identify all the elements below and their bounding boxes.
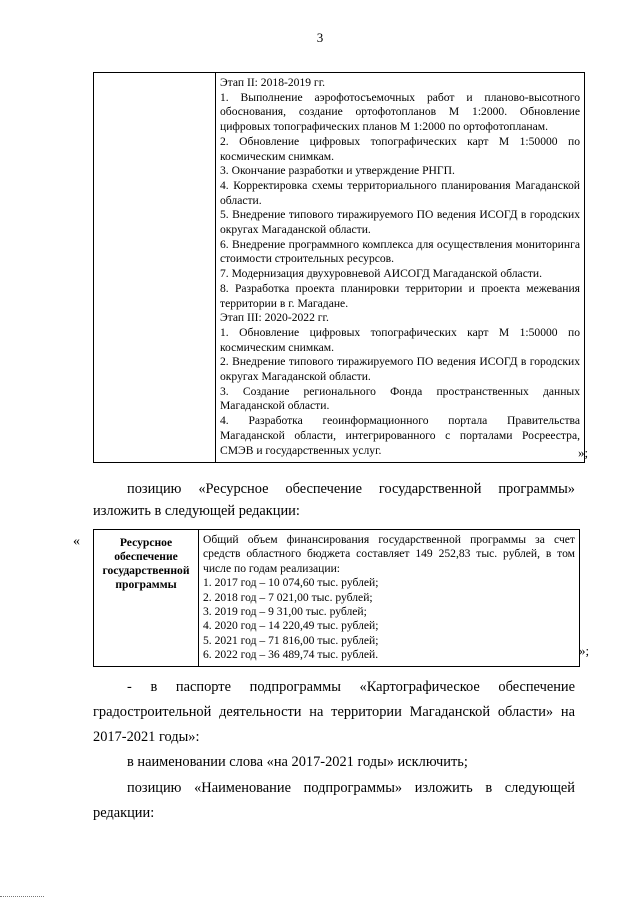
table2-opening-quote: « [73, 534, 80, 549]
stages-table-right-cell [216, 73, 585, 463]
stage2-item-1: 1. Выполнение аэрофотосъемочных работ и планово-высотного обоснования, создание ортофотопланов М 1:2000. Обновление цифровых топографических планов М 1:2000 по ортофотопланам. [220, 90, 580, 134]
funding-year-2017: 1. 2017 год – 10 074,60 тыс. рублей; [203, 576, 379, 590]
table2-closing-quote: »; [579, 643, 590, 658]
exclude-words-paragraph: в наименовании слова «на 2017-2021 годы» исключить; [127, 754, 468, 770]
stage2-item-3: 3. Окончание разработки и утверждение РНГП. [220, 164, 455, 178]
resource-label-cell: Ресурсное обеспечение государственной программы [94, 530, 199, 667]
stages-table [93, 72, 585, 463]
stage3-item-2: 2. Внедрение типового тиражируемого ПО ведения ИСОГД в городских округах Магаданской области. [220, 355, 580, 384]
stage2-item-6: 6. Внедрение программного комплекса для осуществления мониторинга стоимости строительных ресурсов. [220, 237, 580, 266]
resource-table [93, 529, 580, 667]
table1-closing-quote: »; [578, 445, 589, 460]
stage3-heading: Этап III: 2020-2022 гг. [220, 311, 329, 325]
funding-year-2021: 5. 2021 год – 71 816,00 тыс. рублей; [203, 633, 379, 647]
stage2-item-7: 7. Модернизация двухуровневой АИСОГД Магаданской области. [220, 267, 543, 281]
page-number: 3 [316, 30, 324, 45]
stage2-item-2: 2. Обновление цифровых топографических карт М 1:50000 по космическим снимкам. [220, 134, 580, 163]
funding-year-2022: 6. 2022 год – 36 489,74 тыс. рублей. [203, 648, 379, 662]
funding-year-2020: 4. 2020 год – 14 220,49 тыс. рублей; [203, 619, 379, 633]
stages-table-left-cell [94, 73, 216, 463]
resource-value-cell [199, 530, 580, 667]
stage2-item-5: 5. Внедрение типового тиражируемого ПО ведения ИСОГД в городских округах Магаданской области. [220, 208, 580, 237]
stage2-item-4: 4. Корректировка схемы территориального планирования Магаданской области. [220, 178, 580, 207]
funding-intro: Общий объем финансирования государственной программы за счет средств областного бюджета составляет 149 252,83 тыс. рублей, в том числе по годам реализации: [203, 533, 575, 575]
funding-year-2019: 3. 2019 год – 9 31,00 тыс. рублей; [203, 605, 367, 619]
passport-paragraph: - в паспорте подпрограммы «Картографическое обеспечение градостроительной деятельности на территории Магаданской области» на 2017-2021 годы»: [93, 679, 575, 745]
stage3-item-1: 1. Обновление цифровых топографических карт М 1:50000 по космическим снимкам. [220, 325, 580, 354]
stage2-item-8: 8. Разработка проекта планировки территории и проекта межевания территории в г. Магадане. [220, 281, 580, 310]
subprogram-name-paragraph: позицию «Наименование подпрограммы» изложить в следующей редакции: [93, 780, 575, 821]
stage2-heading: Этап II: 2018-2019 гг. [220, 76, 326, 89]
footer-divider [0, 896, 44, 898]
stage3-item-4: 4. Разработка геоинформационного портала Правительства Магаданской области, интегрированного с порталами Росреестра, СМЭВ и государственных услуг. [220, 414, 580, 457]
resource-position-paragraph: позицию «Ресурсное обеспечение государственной программы» изложить в следующей редакции: [93, 481, 575, 519]
stage3-item-3: 3. Создание регионального Фонда пространственных данных Магаданской области. [220, 384, 580, 413]
funding-year-2018: 2. 2018 год – 7 021,00 тыс. рублей; [203, 590, 373, 604]
